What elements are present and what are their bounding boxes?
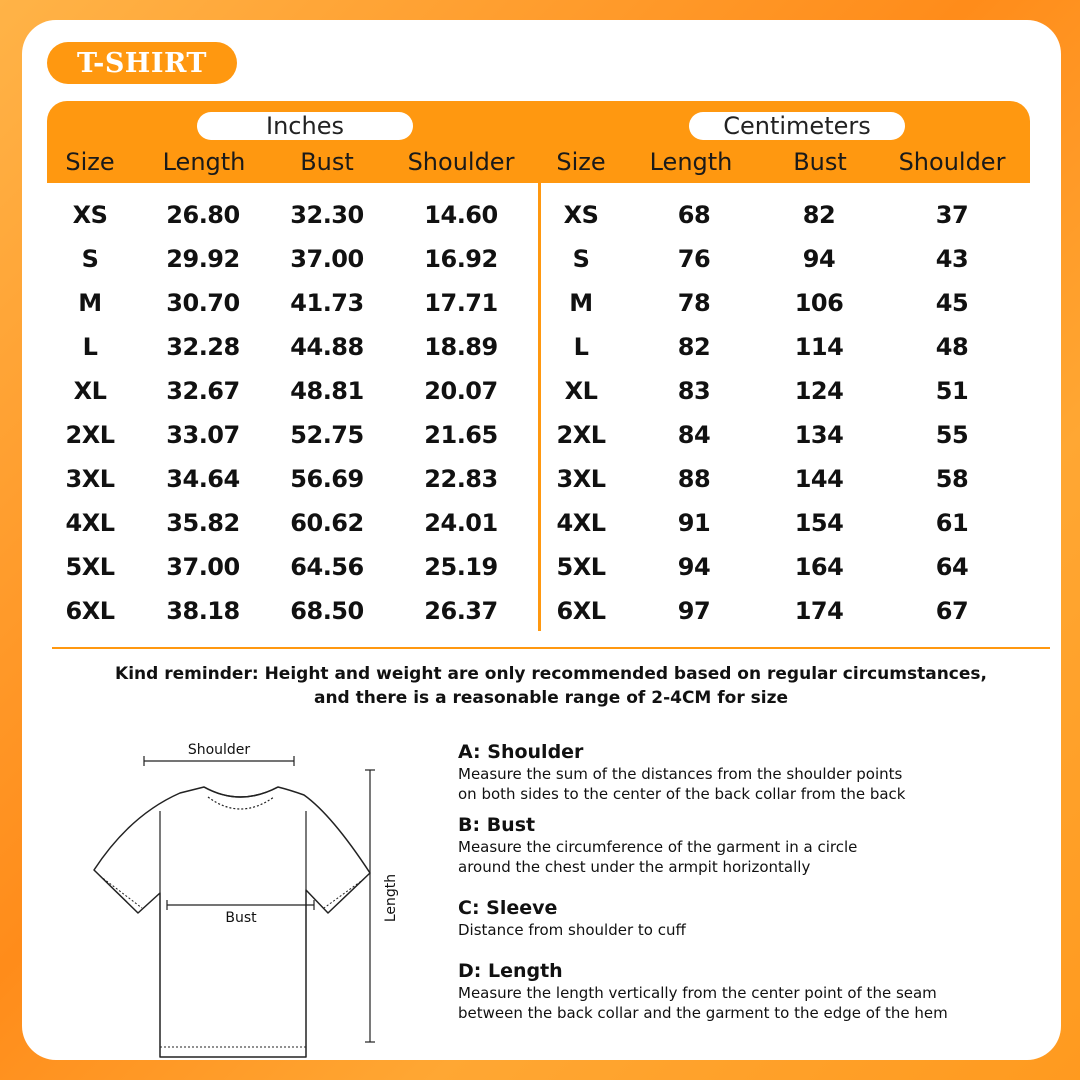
centimeters-label: Centimeters bbox=[689, 112, 905, 140]
cell-bust-cm: 82 bbox=[802, 201, 836, 229]
cell-shoulder-cm: 37 bbox=[935, 201, 969, 229]
guide-bust-title: B: Bust bbox=[458, 814, 536, 836]
cell-shoulder-cm: 45 bbox=[935, 289, 969, 317]
cell-shoulder-cm: 67 bbox=[935, 597, 969, 625]
cell-size-in: 6XL bbox=[65, 597, 115, 625]
cell-size-cm: XS bbox=[563, 201, 599, 229]
cell-bust-in: 60.62 bbox=[290, 509, 364, 537]
length-measure bbox=[357, 760, 397, 1050]
cell-length-cm: 78 bbox=[677, 289, 711, 317]
cell-length-in: 29.92 bbox=[166, 245, 240, 273]
table-row bbox=[22, 417, 1061, 453]
cell-shoulder-in: 25.19 bbox=[424, 553, 498, 581]
guide-bust-desc-1: Measure the circumference of the garment in a circle bbox=[458, 838, 858, 856]
cell-bust-cm: 94 bbox=[802, 245, 836, 273]
header-size-in: Size bbox=[65, 148, 115, 176]
header-bust-in: Bust bbox=[300, 148, 354, 176]
length-label: Length bbox=[383, 873, 399, 923]
cell-shoulder-in: 24.01 bbox=[424, 509, 498, 537]
cell-size-in: 4XL bbox=[65, 509, 115, 537]
cell-bust-in: 68.50 bbox=[290, 597, 364, 625]
cell-bust-in: 44.88 bbox=[290, 333, 364, 361]
cell-bust-in: 37.00 bbox=[290, 245, 364, 273]
cell-size-in: XL bbox=[73, 377, 107, 405]
cell-size-cm: 6XL bbox=[556, 597, 606, 625]
header-length-in: Length bbox=[162, 148, 246, 176]
guide-sleeve-title: C: Sleeve bbox=[458, 897, 558, 919]
cell-size-in: M bbox=[78, 289, 102, 317]
cell-shoulder-cm: 55 bbox=[935, 421, 969, 449]
cell-shoulder-in: 22.83 bbox=[424, 465, 498, 493]
guide-shoulder bbox=[458, 740, 1058, 804]
cell-shoulder-in: 26.37 bbox=[424, 597, 498, 625]
cell-bust-cm: 174 bbox=[794, 597, 844, 625]
cell-length-in: 33.07 bbox=[166, 421, 240, 449]
cell-length-cm: 88 bbox=[677, 465, 711, 493]
cell-shoulder-in: 14.60 bbox=[424, 201, 498, 229]
cell-bust-in: 41.73 bbox=[290, 289, 364, 317]
table-row bbox=[22, 241, 1061, 277]
cell-shoulder-in: 16.92 bbox=[424, 245, 498, 273]
cell-size-cm: 5XL bbox=[556, 553, 606, 581]
reminder-line-2: and there is a reasonable range of 2-4CM for size bbox=[313, 688, 789, 708]
bust-measure-line bbox=[167, 900, 314, 910]
cell-shoulder-cm: 58 bbox=[935, 465, 969, 493]
header-bust-cm: Bust bbox=[793, 148, 847, 176]
cell-shoulder-cm: 48 bbox=[935, 333, 969, 361]
cell-size-cm: 3XL bbox=[556, 465, 606, 493]
cell-bust-cm: 164 bbox=[794, 553, 844, 581]
cell-bust-cm: 106 bbox=[794, 289, 844, 317]
cell-length-in: 26.80 bbox=[166, 201, 240, 229]
cell-shoulder-cm: 64 bbox=[935, 553, 969, 581]
cell-length-in: 35.82 bbox=[166, 509, 240, 537]
cell-length-cm: 97 bbox=[677, 597, 711, 625]
cell-shoulder-cm: 61 bbox=[935, 509, 969, 537]
table-row bbox=[22, 593, 1061, 629]
guide-shoulder-title: A: Shoulder bbox=[458, 741, 584, 763]
shoulder-label: Shoulder bbox=[187, 742, 251, 758]
guide-sleeve-desc-1: Distance from shoulder to cuff bbox=[458, 921, 686, 939]
table-row bbox=[22, 549, 1061, 585]
cell-length-cm: 91 bbox=[677, 509, 711, 537]
cell-length-cm: 82 bbox=[677, 333, 711, 361]
cell-size-cm: S bbox=[572, 245, 590, 273]
cell-length-cm: 76 bbox=[677, 245, 711, 273]
bust-label: Bust bbox=[225, 910, 257, 926]
reminder-line-1: Kind reminder: Height and weight are only recommended based on regular circumstances, bbox=[115, 664, 987, 684]
cell-shoulder-in: 21.65 bbox=[424, 421, 498, 449]
cell-bust-cm: 114 bbox=[794, 333, 844, 361]
cell-bust-cm: 144 bbox=[794, 465, 844, 493]
cell-length-cm: 84 bbox=[677, 421, 711, 449]
table-header bbox=[47, 101, 1030, 183]
size-chart-card bbox=[22, 20, 1061, 1060]
cell-length-in: 30.70 bbox=[166, 289, 240, 317]
cell-length-in: 38.18 bbox=[166, 597, 240, 625]
table-row bbox=[22, 373, 1061, 409]
guide-shoulder-desc-2: on both sides to the center of the back collar from the back bbox=[458, 785, 906, 803]
table-row bbox=[22, 197, 1061, 233]
cell-shoulder-cm: 43 bbox=[935, 245, 969, 273]
cell-bust-in: 48.81 bbox=[290, 377, 364, 405]
table-row bbox=[22, 285, 1061, 321]
section-divider bbox=[52, 647, 1050, 649]
cell-bust-in: 56.69 bbox=[290, 465, 364, 493]
cell-bust-cm: 134 bbox=[794, 421, 844, 449]
guide-sleeve bbox=[458, 896, 1058, 940]
cell-bust-cm: 124 bbox=[794, 377, 844, 405]
guide-length-title: D: Length bbox=[458, 960, 563, 982]
header-size-cm: Size bbox=[556, 148, 606, 176]
header-shoulder-cm: Shoulder bbox=[898, 148, 1006, 176]
cell-size-in: L bbox=[82, 333, 98, 361]
cell-shoulder-cm: 51 bbox=[935, 377, 969, 405]
cell-shoulder-in: 20.07 bbox=[424, 377, 498, 405]
cell-shoulder-in: 18.89 bbox=[424, 333, 498, 361]
cell-bust-cm: 154 bbox=[794, 509, 844, 537]
cell-length-in: 32.28 bbox=[166, 333, 240, 361]
table-row bbox=[22, 329, 1061, 365]
cell-size-in: 5XL bbox=[65, 553, 115, 581]
cell-bust-in: 32.30 bbox=[290, 201, 364, 229]
cell-size-in: 2XL bbox=[65, 421, 115, 449]
cell-length-in: 37.00 bbox=[166, 553, 240, 581]
cell-size-in: XS bbox=[72, 201, 108, 229]
cell-length-cm: 94 bbox=[677, 553, 711, 581]
cell-size-cm: L bbox=[573, 333, 589, 361]
guide-bust bbox=[458, 813, 1058, 877]
guide-bust-desc-2: around the chest under the armpit horizontally bbox=[458, 858, 811, 876]
cell-size-in: 3XL bbox=[65, 465, 115, 493]
cell-bust-in: 64.56 bbox=[290, 553, 364, 581]
cell-size-cm: 2XL bbox=[556, 421, 606, 449]
cell-length-in: 34.64 bbox=[166, 465, 240, 493]
kind-reminder bbox=[62, 662, 1040, 710]
inches-label: Inches bbox=[197, 112, 413, 140]
cell-size-cm: 4XL bbox=[556, 509, 606, 537]
table-row bbox=[22, 505, 1061, 541]
cell-length-in: 32.67 bbox=[166, 377, 240, 405]
header-shoulder-in: Shoulder bbox=[407, 148, 515, 176]
product-title: T-SHIRT bbox=[47, 42, 237, 84]
cell-size-in: S bbox=[81, 245, 99, 273]
guide-length-desc-2: between the back collar and the garment to the edge of the hem bbox=[458, 1004, 948, 1022]
cell-length-cm: 68 bbox=[677, 201, 711, 229]
cell-size-cm: M bbox=[569, 289, 593, 317]
cell-shoulder-in: 17.71 bbox=[424, 289, 498, 317]
guide-length bbox=[458, 959, 1058, 1023]
cell-size-cm: XL bbox=[564, 377, 598, 405]
cell-bust-in: 52.75 bbox=[290, 421, 364, 449]
guide-shoulder-desc-1: Measure the sum of the distances from the shoulder points bbox=[458, 765, 903, 783]
table-row bbox=[22, 461, 1061, 497]
guide-length-desc-1: Measure the length vertically from the center point of the seam bbox=[458, 984, 937, 1002]
cell-length-cm: 83 bbox=[677, 377, 711, 405]
header-length-cm: Length bbox=[649, 148, 733, 176]
